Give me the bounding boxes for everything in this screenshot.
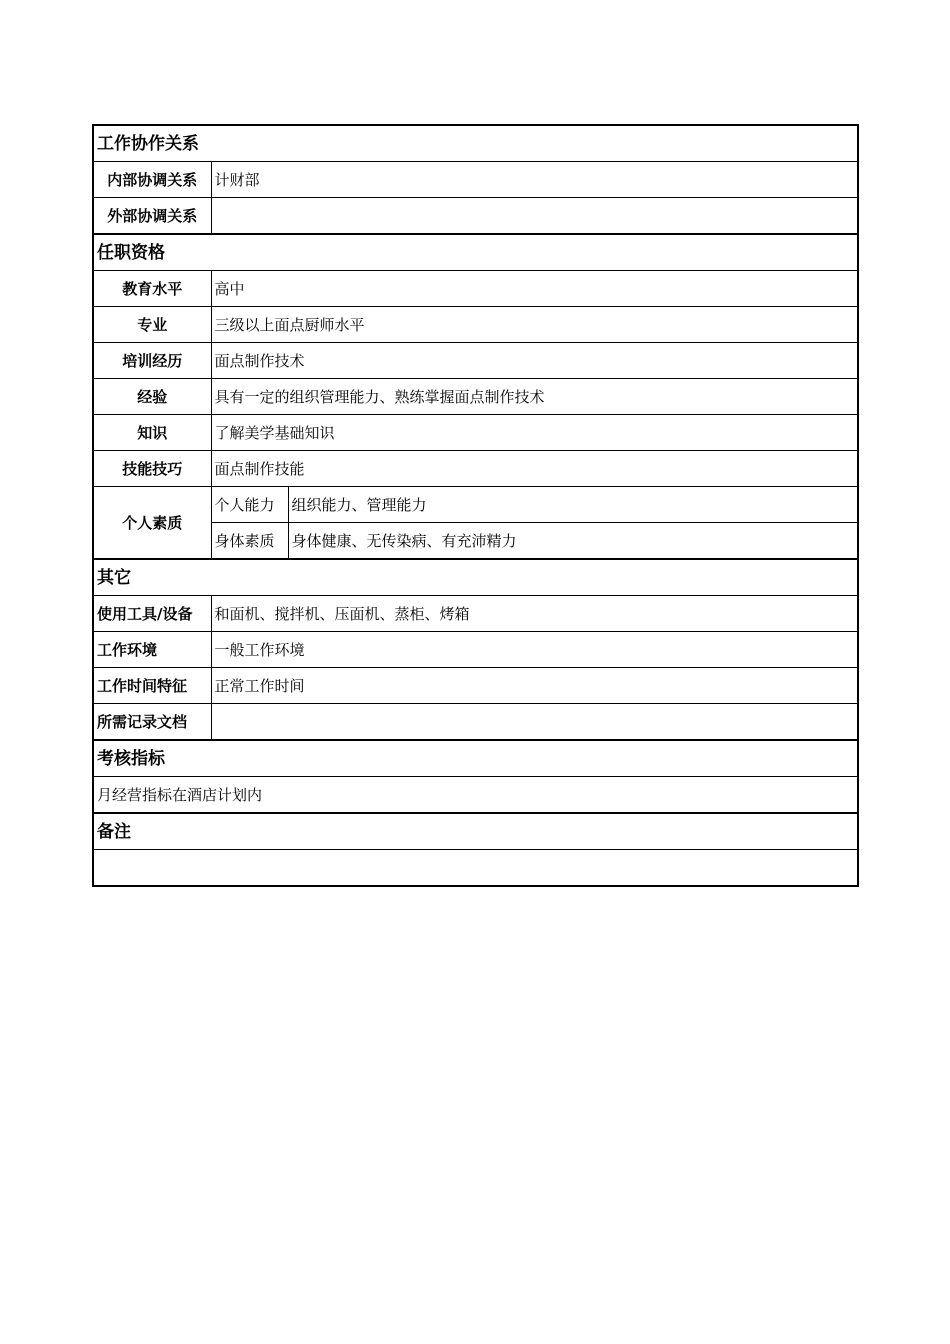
section-header-cooperation [93, 125, 858, 162]
table-row [93, 777, 858, 814]
row-value-internal-coordination: 计财部 [211, 162, 858, 198]
section-header-assessment [93, 740, 858, 777]
section-title-assessment: 考核指标 [93, 740, 858, 777]
row-value-education: 高中 [211, 271, 858, 307]
table-row [93, 596, 858, 632]
row-label-training: 培训经历 [93, 343, 211, 379]
row-value-knowledge: 了解美学基础知识 [211, 415, 858, 451]
row-label-personal-quality: 个人素质 [93, 487, 211, 560]
section-title-other: 其它 [93, 559, 858, 596]
row-value-skills: 面点制作技能 [211, 451, 858, 487]
row-value-environment: 一般工作环境 [211, 632, 858, 668]
row-label-skills: 技能技巧 [93, 451, 211, 487]
row-value-work-hours: 正常工作时间 [211, 668, 858, 704]
row-label-education: 教育水平 [93, 271, 211, 307]
table-row [93, 415, 858, 451]
row-label-external-coordination: 外部协调关系 [93, 198, 211, 235]
section-header-other [93, 559, 858, 596]
sub-value-physical-quality: 身体健康、无传染病、有充沛精力 [288, 523, 858, 560]
table-row [93, 632, 858, 668]
row-value-experience: 具有一定的组织管理能力、熟练掌握面点制作技术 [211, 379, 858, 415]
table-row [93, 271, 858, 307]
table-row [93, 704, 858, 741]
table-row [93, 307, 858, 343]
table-row [93, 198, 858, 235]
row-value-records [211, 704, 858, 741]
row-label-tools: 使用工具/设备 [93, 596, 211, 632]
table-row [93, 379, 858, 415]
table-row [93, 668, 858, 704]
job-description-table [92, 124, 859, 887]
assessment-value: 月经营指标在酒店计划内 [93, 777, 858, 814]
remarks-value [93, 850, 858, 887]
row-label-environment: 工作环境 [93, 632, 211, 668]
row-value-training: 面点制作技术 [211, 343, 858, 379]
row-label-experience: 经验 [93, 379, 211, 415]
row-label-records: 所需记录文档 [93, 704, 211, 741]
row-value-external-coordination [211, 198, 858, 235]
table-row [93, 451, 858, 487]
sub-label-physical-quality: 身体素质 [211, 523, 288, 560]
table-row [93, 162, 858, 198]
row-label-internal-coordination: 内部协调关系 [93, 162, 211, 198]
section-title-qualification: 任职资格 [93, 234, 858, 271]
row-value-tools: 和面机、搅拌机、压面机、蒸柜、烤箱 [211, 596, 858, 632]
row-label-knowledge: 知识 [93, 415, 211, 451]
table-row [93, 850, 858, 887]
row-label-work-hours: 工作时间特征 [93, 668, 211, 704]
section-header-remarks [93, 813, 858, 850]
table-row [93, 487, 858, 523]
sub-value-personal-ability: 组织能力、管理能力 [288, 487, 858, 523]
section-header-qualification [93, 234, 858, 271]
sub-label-personal-ability: 个人能力 [211, 487, 288, 523]
table-row [93, 343, 858, 379]
section-title-remarks: 备注 [93, 813, 858, 850]
row-value-major: 三级以上面点厨师水平 [211, 307, 858, 343]
section-title-cooperation: 工作协作关系 [93, 125, 858, 162]
row-label-major: 专业 [93, 307, 211, 343]
